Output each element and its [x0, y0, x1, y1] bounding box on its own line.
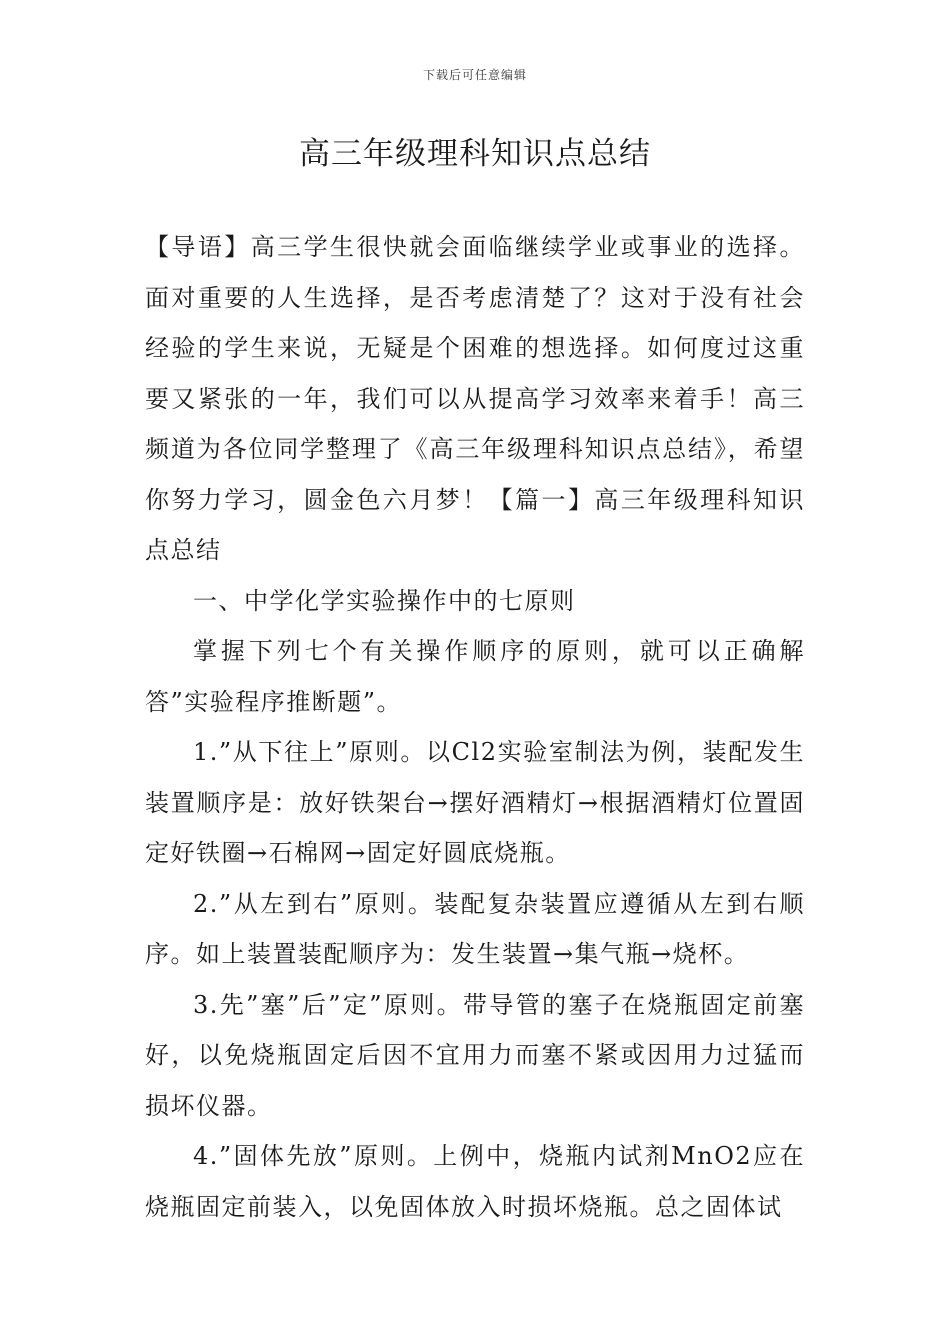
paragraph: 1.”从下往上”原则。以Cl2实验室制法为例，装配发生装置顺序是：放好铁架台→摆好酒精灯→根据酒精灯位置固定好铁圈→石棉网→固定好圆底烧瓶。 [145, 738, 805, 867]
paragraph-intro: 【导语】高三学生很快就会面临继续学业或事业的选择。面对重要的人生选择，是否考虑清楚了？这对于没有社会经验的学生来说，无疑是个困难的想选择。如何度过这重要又紧张的一年，我们可以从提高学习效率来着手！高三频道为各位同学整理了《高三年级理科知识点总结》，希望你努力学习，圆金色六月梦！【篇一】高三年级理科知识点总结 [145, 233, 805, 564]
paragraph: 4.”固体先放”原则。上例中，烧瓶内试剂MnO2应在烧瓶固定前装入，以免固体放入时损坏烧瓶。总之固体试 [145, 1142, 805, 1221]
paragraph-section-heading: 一、中学化学实验操作中的七原则 [193, 586, 576, 615]
paragraph: 2.”从左到右”原则。装配复杂装置应遵循从左到右顺序。如上装置装配顺序为：发生装置→集气瓶→烧杯。 [145, 889, 805, 968]
paragraph: 掌握下列七个有关操作顺序的原则，就可以正确解答”实验程序推断题”。 [145, 637, 805, 716]
document-title: 高三年级理科知识点总结 [299, 136, 651, 172]
document-body [145, 222, 805, 1232]
paragraph: 3.先”塞”后”定”原则。带导管的塞子在烧瓶固定前塞好，以免烧瓶固定后因不宜用力而塞不紧或因用力过猛而损坏仪器。 [145, 990, 805, 1120]
header-note: 下载后可任意编辑 [422, 68, 527, 82]
